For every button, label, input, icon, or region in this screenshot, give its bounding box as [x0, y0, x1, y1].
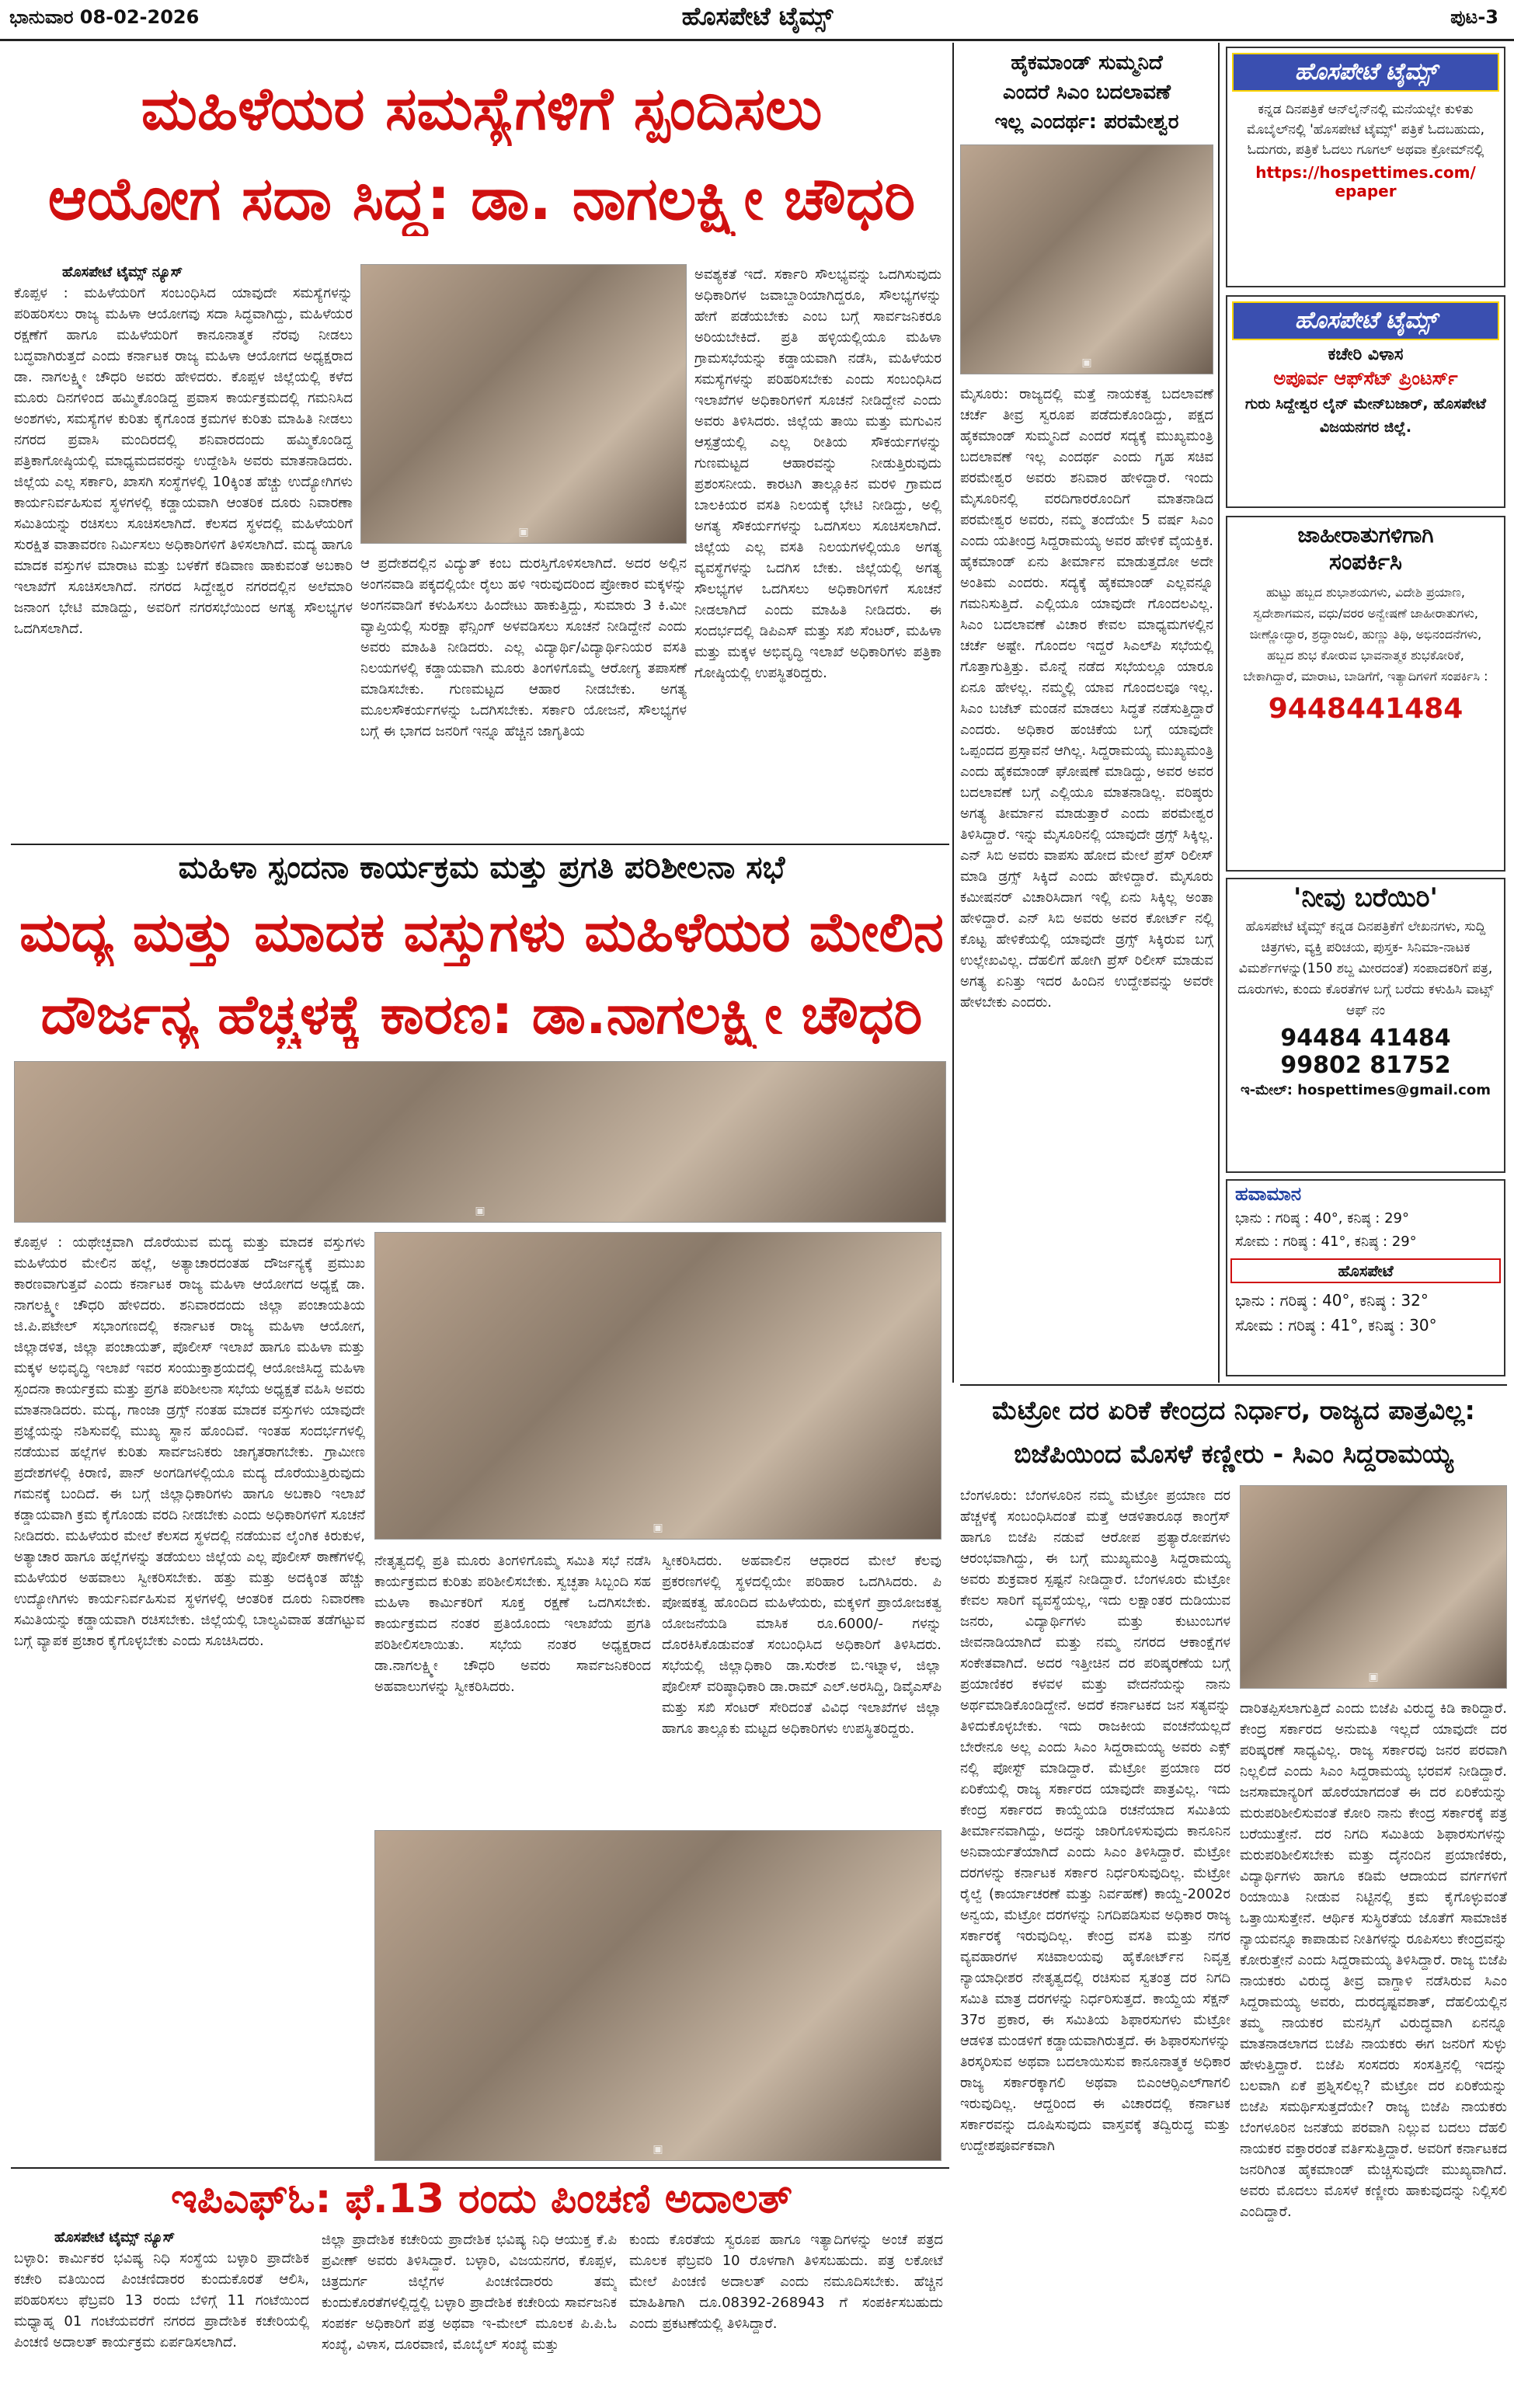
ad3-text: ಹುಟ್ಟು ಹಬ್ಬದ ಶುಭಾಶಯಗಳು, ವಿದೇಶಿ ಪ್ರಯಾಣ, ಸ್ವದೇಶಾಗಮನ, ವಧು/ವರರ ಅನ್ವೇಷಣೆ ಜಾಹೀರಾತುಗಳು, ಜೀಣ್ಣೋದ್ಧಾರ, ಶ್ರದ್ಧಾಂಜಲಿ, ಹುಣ್ಣು ತಿಥಿ, ಅಭಿನಂದನೆಗಳು, ಹಬ್ಬದ ಶುಭ ಕೋರುವ ಭಾವನಾತ್ಮಕ ಶುಭಕೋರಿಕೆ, ಬೇಕಾಗಿದ್ದಾರೆ, ಮಾರಾಟ, ಬಾಡಿಗೆಗೆ, ಇತ್ಯಾದಿಗಳಿಗೆ ಸಂಪರ್ಕಿಸಿ :: [1243, 585, 1488, 684]
story1-dateline: ಹೊಸಪೇಟೆ ಟೈಮ್ಸ್ ನ್ಯೂಸ್: [62, 264, 183, 280]
ad1-text: ಕನ್ನಡ ದಿನಪತ್ರಿಕೆ ಆನ್‍ಲೈನ್‍ನಲ್ಲಿ ಮನೆಯಲ್ಲೇ ಕುಳಿತು ಮೊಬೈಲ್‍ನಲ್ಲಿ 'ಹೊಸಪೇಟೆ ಟೈಮ್ಸ್' ಪತ್ರಿಕೆ ಓದಬಹುದು, ಓದುಗರು, ಪತ್ರಿಕೆ ಓದಲು ಗೂಗಲ್ ಅಥವಾ ಕ್ರೋಮ್‍ನಲ್ಲಿ: [1246, 102, 1485, 158]
sidebar-ad4: [1226, 878, 1505, 1173]
sidebar-weather: [1226, 1179, 1505, 1376]
ad1-banner: ಹೊಸಪೇಟೆ ಟೈಮ್ಸ್: [1232, 53, 1499, 92]
story5-col2: ಜಿಲ್ಲಾ ಪ್ರಾದೇಶಿಕ ಕಚೇರಿಯ ಪ್ರಾದೇಶಿಕ ಭವಿಷ್ಯ ನಿಧಿ ಆಯುಕ್ತ ಕೆ.ಪಿ ಪ್ರವೀಣ್ ಅವರು ತಿಳಿಸಿದ್ದಾರೆ. ಬಳ್ಳಾರಿ, ವಿಜಯನಗರ, ಕೊಪ್ಪಳ, ಚಿತ್ರದುರ್ಗ ಜಿಲ್ಲೆಗಳ ಪಿಂಚಣಿದಾರರು ತಮ್ಮ ಕುಂದುಕೊರತೆಗಳಲ್ಲಿದ್ದಲ್ಲಿ ಬಳ್ಳಾರಿ ಪ್ರಾದೇಶಿಕ ಕಚೇರಿಯ ಸಾರ್ವಜನಿಕ ಸಂಪರ್ಕ ಅಧಿಕಾರಿಗೆ ಪತ್ರ ಅಥವಾ ಇ-ಮೇಲ್ ಮೂಲಕ ಪಿ.ಪಿ.ಓ ಸಂಖ್ಯೆ, ವಿಳಾಸ, ದೂರವಾಣಿ, ಮೊಬೈಲ್ ಸಂಖ್ಯೆ ಮತ್ತು: [322, 2232, 617, 2353]
weather-top-row-2: ಸೋಮ : ಗರಿಷ್ಠ : 41°, ಕನಿಷ್ಠ : 29°: [1235, 1234, 1417, 1250]
masthead: [0, 0, 1514, 37]
story2-photo-2-icon: ▣: [653, 2143, 663, 2156]
weather-title: ಹವಾಮಾನ: [1235, 1183, 1302, 1205]
story2-col1: ಕೊಪ್ಪಳ : ಯಥೇಚ್ಛವಾಗಿ ದೊರೆಯುವ ಮದ್ಯ ಮತ್ತು ಮಾದಕ ವಸ್ತುಗಳು ಮಹಿಳೆಯರ ಮೇಲಿನ ಹಲ್ಲೆ, ಅತ್ಯಾಚಾರದಂತಹ ದೌರ್ಜನ್ಯಕ್ಕೆ ಪ್ರಮುಖ ಕಾರಣವಾಗುತ್ತವೆ ಎಂದು ಕರ್ನಾಟಕ ರಾಜ್ಯ ಮಹಿಳಾ ಆಯೋಗದ ಅಧ್ಯಕ್ಷೆ ಡಾ. ನಾಗಲಕ್ಷ್ಮೀ ಚೌಧರಿ ಹೇಳಿದರು. ಶನಿವಾರದಂದು ಜಿಲ್ಲಾ ಪಂಚಾಯತಿಯ ಜಿ.ಪಿ.ಪಟೇಲ್ ಸಭಾಂಗಣದಲ್ಲಿ ಕರ್ನಾಟಕ ರಾಜ್ಯ ಮಹಿಳಾ ಆಯೋಗ, ಜಿಲ್ಲಾಡಳಿತ, ಜಿಲ್ಲಾ ಪಂಚಾಯತ್, ಪೊಲೀಸ್ ಇಲಾಖೆ ಹಾಗೂ ಮಹಿಳಾ ಮತ್ತು ಮಕ್ಕಳ ಅಭಿವೃದ್ಧಿ ಇಲಾಖೆ ಇವರ ಸಂಯುಕ್ತಾಶ್ರಯದಲ್ಲಿ ಆಯೋಜಿಸಿದ್ದ ಮಹಿಳಾ ಸ್ಪಂದನಾ ಕಾರ್ಯಕ್ರಮ ಮತ್ತು ಪ್ರಗತಿ ಪರಿಶೀಲನಾ ಸಭೆಯ ಅಧ್ಯಕ್ಷತೆ ವಹಿಸಿ ಅವರು ಮಾತನಾಡಿದರು. ಮದ್ಯ, ಗಾಂಜಾ ಡ್ರಗ್ಸ್ ನಂತಹ ಮಾದಕ ವಸ್ತುಗಳು ಯಾವುದೇ ಪ್ರಜ್ಞೆಯನ್ನು ನಶಿಸುವಲ್ಲಿ ಮುಖ್ಯ ಸ್ಥಾನ ಹೊಂದಿವೆ. ಇಂತಹ ಸಂದರ್ಭಗಳಲ್ಲಿ ನಡೆಯುವ ಹಲ್ಲೆಗಳ ಕುರಿತು ಸಾರ್ವಜನಿಕರು ಜಾಗೃತರಾಗಬೇಕು. ಗ್ರಾಮೀಣ ಪ್ರದೇಶಗಳಲ್ಲಿ ಕಿರಾಣಿ, ಪಾನ್ ಅಂಗಡಿಗಳಲ್ಲಿಯೂ ಮದ್ಯ ದೊರೆಯುತ್ತಿರುವುದು ಗಮನಕ್ಕೆ ಬಂದಿದೆ. ಈ ಬಗ್ಗೆ ಜಿಲ್ಲಾಧಿಕಾರಿಗಳು ಹಾಗೂ ಅಬಕಾರಿ ಇಲಾಖೆ ಕಡ್ಡಾಯವಾಗಿ ಕ್ರಮ ಕೈಗೊಂಡು ವರದಿ ನೀಡಬೇಕು ಎಂದು ಅಧಿಕಾರಿಗಳಿಗೆ ಸೂಚನೆ ನೀಡಿದರು. ಮಹಿಳೆಯರ ಮೇಲೆ ಕೆಲಸದ ಸ್ಥಳದಲ್ಲಿ ನಡೆಯುವ ಲೈಂಗಿಕ ಕಿರುಕುಳ, ಅತ್ಯಾಚಾರ ಹಾಗೂ ಹಲ್ಲೆಗಳನ್ನು ತಡೆಯಲು ಜಿಲ್ಲೆಯ ಎಲ್ಲ ಪೊಲೀಸ್ ಠಾಣೆಗಳಲ್ಲಿ ಮಹಿಳೆಯರ ಅಹವಾಲು ಸ್ವೀಕರಿಸಬೇಕು. ಹತ್ತು ಮತ್ತು ಅದಕ್ಕಿಂತ ಹೆಚ್ಚು ಉದ್ಯೋಗಿಗಳು ಕಾರ್ಯನಿರ್ವಹಿಸುವ ಸ್ಥಳಗಳಲ್ಲಿ ಆಂತರಿಕ ದೂರು ನಿವಾರಣಾ ಸಮಿತಿಯನ್ನು ಕಡ್ಡಾಯವಾಗಿ ರಚಿಸಬೇಕು. ಜಿಲ್ಲೆಯಲ್ಲಿ ಬಾಲ್ಯವಿವಾಹ ತಡೆಗಟ್ಟುವ ಬಗ್ಗೆ ವ್ಯಾಪಕ ಪ್ರಚಾರ ಕೈಗೊಳ್ಳಬೇಕು ಎಂದು ಸೂಚಿಸಿದರು.: [14, 1234, 365, 1649]
story3-photo: [960, 144, 1213, 374]
ad3-title: ಜಾಹೀರಾತುಗಳಿಗಾಗಿ: [1297, 522, 1434, 548]
story2-photo-2: [374, 1830, 941, 2161]
story3-headline-3: ಇಲ್ಲ ಎಂದರ್ಥ: ಪರಮೇಶ್ವರ: [994, 110, 1179, 134]
story4-headline-2: ಬಿಜೆಪಿಯಿಂದ ಮೊಸಳೆ ಕಣ್ಣೀರು - ಸಿಎಂ ಸಿದ್ದರಾಮಯ್ಯ: [1014, 1439, 1453, 1469]
story2-photo-wide: [14, 1061, 946, 1223]
ad2-printer: ಅಪೂರ್ವ ಆಫ್‍ಸೆಟ್ ಪ್ರಿಂಟರ್ಸ್: [1273, 367, 1458, 389]
ad1-epaper[interactable]: epaper: [1335, 182, 1397, 200]
masthead-rule: [0, 39, 1514, 41]
story4-photo-icon: ▣: [1368, 1671, 1379, 1683]
story3-body: ಮೈಸೂರು: ರಾಜ್ಯದಲ್ಲಿ ಮತ್ತೆ ನಾಯಕತ್ವ ಬದಲಾವಣೆ ಚರ್ಚೆ ತೀವ್ರ ಸ್ವರೂಪ ಪಡೆದುಕೊಂಡಿದ್ದು, ಪಕ್ಷದ ಹೈಕಮಾಂಡ್ ಸುಮ್ಮನಿದೆ ಎಂದರೆ ಸದ್ಯಕ್ಕೆ ಮುಖ್ಯಮಂತ್ರಿ ಬದಲಾವಣೆ ಇಲ್ಲ ಎಂದರ್ಥ ಎಂದು ಗೃಹ ಸಚಿವ ಪರಮೇಶ್ವರ ಅವರು ಶನಿವಾರ ಹೇಳಿದ್ದಾರೆ. ಇಂದು ಮೈಸೂರಿನಲ್ಲಿ ವರದಿಗಾರರೊಂದಿಗೆ ಮಾತನಾಡಿದ ಪರಮೇಶ್ವರ ಅವರು, ನಮ್ಮ ತಂದೆಯೇ 5 ವರ್ಷ ಸಿಎಂ ಎಂದು ಯತೀಂದ್ರ ಸಿದ್ದರಾಮಯ್ಯ ಅವರ ಹೇಳಿಕೆ ವೈಯಕ್ತಿಕ. ಹೈಕಮಾಂಡ್ ಏನು ತೀರ್ಮಾನ ಮಾಡುತ್ತದೋ ಅದೇ ಅಂತಿಮ ಎಂದರು. ಸದ್ಯಕ್ಕೆ ಹೈಕಮಾಂಡ್ ಎಲ್ಲವನ್ನೂ ಗಮನಿಸುತ್ತಿದೆ. ಎಲ್ಲಿಯೂ ಯಾವುದೇ ಗೊಂದಲವಿಲ್ಲ. ಸಿಎಂ ಬದಲಾವಣೆ ವಿಚಾರ ಕೇವಲ ಮಾಧ್ಯಮಗಳಲ್ಲಿನ ಚರ್ಚೆ ಅಷ್ಟೇ. ಗೊಂದಲ ಇದ್ದರೆ ಸಿಎಲ್‍ಪಿ ಸಭೆಯಲ್ಲಿ ಗೊತ್ತಾಗುತ್ತಿತ್ತು. ಮೊನ್ನೆ ನಡೆದ ಸಭೆಯಲ್ಲೂ ಯಾರೂ ಏನೂ ಹೇಳಲ್ಲ. ನಮ್ಮಲ್ಲಿ ಯಾವ ಗೊಂದಲವೂ ಇಲ್ಲ. ಸಿಎಂ ಬಜೆಟ್ ಮಂಡನೆ ಮಾಡಲು ಸಿದ್ಧತೆ ನಡೆಸುತ್ತಿದ್ದಾರೆ ಎಂದರು. ಅಧಿಕಾರ ಹಂಚಿಕೆಯ ಬಗ್ಗೆ ಯಾವುದೇ ಒಪ್ಪಂದದ ಪ್ರಸ್ತಾವನೆ ಆಗಿಲ್ಲ. ಸಿದ್ದರಾಮಯ್ಯ ಮುಖ್ಯಮಂತ್ರಿ ಎಂದು ಹೈಕಮಾಂಡ್ ಘೋಷಣೆ ಮಾಡಿದ್ದು, ಅವರ ಅವರ ಬದಲಾವಣೆ ಬಗ್ಗೆ ಎಲ್ಲಿಯೂ ಮಾತನಾಡಿಲ್ಲ. ವರಿಷ್ಠರು ಅಗತ್ಯ ತೀರ್ಮಾನ ಮಾಡುತ್ತಾರೆ ಎಂದು ಪರಮೇಶ್ವರ ತಿಳಿಸಿದ್ದಾರೆ. ಇನ್ನು ಮೈಸೂರಿನಲ್ಲಿ ಯಾವುದೇ ಡ್ರಗ್ಸ್ ಸಿಕ್ಕಿಲ್ಲ. ಎನ್ ಸಿಬಿ ಅವರು ವಾಪಸು ಹೋದ ಮೇಲೆ ಪ್ರೆಸ್ ರಿಲೀಸ್ ಮಾಡಿ ಡ್ರಗ್ಸ್ ಸಿಕ್ಕಿದೆ ಎಂದು ಹೇಳಿದ್ದಾರೆ. ಮೈಸೂರು ಕಮೀಷನರ್ ವಿಚಾರಿಸಿದಾಗ ಇಲ್ಲಿ ಏನು ಸಿಕ್ಕಿಲ್ಲ ಅಂತಾ ಹೇಳಿದ್ದಾರೆ. ಎನ್ ಸಿಬಿ ಅವರು ಅವರ ಕೋರ್ಟ್ ನಲ್ಲಿ ಕೊಟ್ಟ ಹೇಳಿಕೆಯಲ್ಲಿ ಯಾವುದೇ ಡ್ರಗ್ಸ್ ಸಿಕ್ಕಿರುವ ಬಗ್ಗೆ ಉಲ್ಲೇಖವಿಲ್ಲ. ದೆಹಲಿಗೆ ಹೋಗಿ ಪ್ರೆಸ್ ರಿಲೀಸ್ ಮಾಡುವ ಅಗತ್ಯ ಏನಿತ್ತು ಇದರ ಹಿಂದಿನ ಉದ್ದೇಶವನ್ನು ಅವರೇ ಹೇಳಬೇಕು ಎಂದರು.: [960, 386, 1213, 1011]
story4-col2: ದಾರಿತಪ್ಪಿಸಲಾಗುತ್ತಿದೆ ಎಂದು ಬಿಜೆಪಿ ವಿರುದ್ಧ ಕಿಡಿ ಕಾರಿದ್ದಾರೆ. ಕೇಂದ್ರ ಸರ್ಕಾರದ ಅನುಮತಿ ಇಲ್ಲದೆ ಯಾವುದೇ ದರ ಪರಿಷ್ಕರಣೆ ಸಾಧ್ಯವಿಲ್ಲ. ರಾಜ್ಯ ಸರ್ಕಾರವು ಜನರ ಪರವಾಗಿ ನಿಲ್ಲಲಿದೆ ಎಂದು ಸಿಎಂ ಸಿದ್ದರಾಮಯ್ಯ ಭರವಸೆ ನೀಡಿದ್ದಾರೆ. ಜನಸಾಮಾನ್ಯರಿಗೆ ಹೊರೆಯಾಗದಂತೆ ಈ ದರ ಏರಿಕೆಯನ್ನು ಮರುಪರಿಶೀಲಿಸುವಂತೆ ಕೋರಿ ನಾನು ಕೇಂದ್ರ ಸರ್ಕಾರಕ್ಕೆ ಪತ್ರ ಬರೆಯುತ್ತೇನೆ. ದರ ನಿಗದಿ ಸಮಿತಿಯ ಶಿಫಾರಸುಗಳನ್ನು ಮರುಪರಿಶೀಲಿಸಬೇಕು ಮತ್ತು ದೈನಂದಿನ ಪ್ರಯಾಣಿಕರು, ವಿದ್ಯಾರ್ಥಿಗಳು ಹಾಗೂ ಕಡಿಮೆ ಆದಾಯದ ವರ್ಗಗಳಿಗೆ ರಿಯಾಯಿತಿ ನೀಡುವ ನಿಟ್ಟಿನಲ್ಲಿ ಕ್ರಮ ಕೈಗೊಳ್ಳುವಂತೆ ಒತ್ತಾಯಿಸುತ್ತೇನೆ. ಆರ್ಥಿಕ ಸುಸ್ಥಿರತೆಯ ಜೊತೆಗೆ ಸಾಮಾಜಿಕ ನ್ಯಾಯವನ್ನೂ ಕಾಪಾಡುವ ನೀತಿಗಳನ್ನು ರೂಪಿಸಲು ಕೇಂದ್ರವನ್ನು ಕೋರುತ್ತೇನೆ ಎಂದು ಸಿದ್ದರಾಮಯ್ಯ ತಿಳಿಸಿದ್ದಾರೆ. ರಾಜ್ಯ ಬಿಜೆಪಿ ನಾಯಕರು ವಿರುದ್ಧ ತೀವ್ರ ವಾಗ್ದಾಳಿ ನಡೆಸಿರುವ ಸಿಎಂ ಸಿದ್ದರಾಮಯ್ಯ ಅವರು, ದುರದೃಷ್ಟವಶಾತ್, ದೆಹಲಿಯಲ್ಲಿನ ತಮ್ಮ ನಾಯಕರ ಮನಸ್ಸಿಗೆ ವಿರುದ್ಧವಾಗಿ ಏನನ್ನೂ ಮಾತನಾಡಲಾಗದ ಬಿಜೆಪಿ ನಾಯಕರು ಈಗ ಜನರಿಗೆ ಸುಳ್ಳು ಹೇಳುತ್ತಿದ್ದಾರೆ. ಬಿಜೆಪಿ ಸಂಸದರು ಸಂಸತ್ತಿನಲ್ಲಿ ಇದನ್ನು ಬಲವಾಗಿ ಏಕೆ ಪ್ರಶ್ನಿಸಲಿಲ್ಲ? ಮೆಟ್ರೋ ದರ ಏರಿಕೆಯನ್ನು ಬಿಜೆಪಿ ಸಮರ್ಥಿಸುತ್ತದೆಯೇ? ರಾಜ್ಯ ಬಿಜೆಪಿ ನಾಯಕರು ಬೆಂಗಳೂರಿನ ಜನತೆಯ ಪರವಾಗಿ ನಿಲ್ಲುವ ಬದಲು ದೆಹಲಿ ನಾಯಕರ ವಕ್ತಾರರಂತೆ ವರ್ತಿಸುತ್ತಿದ್ದಾರೆ. ಅವರಿಗೆ ಕರ್ನಾಟಕದ ಜನರಿಗಿಂತ ಹೈಕಮಾಂಡ್ ಮೆಚ್ಚಿಸುವುದೇ ಮುಖ್ಯವಾಗಿದೆ. ಅವರು ಮೊದಲು ಮೊಸಳೆ ಕಣ್ಣೀರು ಹಾಕುವುದನ್ನು ನಿಲ್ಲಿಸಲಿ ಎಂದಿದ್ದಾರೆ.: [1240, 1700, 1507, 2220]
story5-col1: ಬಳ್ಳಾರಿ: ಕಾರ್ಮಿಕರ ಭವಿಷ್ಯ ನಿಧಿ ಸಂಸ್ಥೆಯ ಬಳ್ಳಾರಿ ಪ್ರಾದೇಶಿಕ ಕಚೇರಿ ವತಿಯಿಂದ ಪಿಂಚಣಿದಾರರ ಕುಂದುಕೊರತೆ ಆಲಿಸಿ, ಪರಿಹರಿಸಲು ಫೆಬ್ರವರಿ 13 ರಂದು ಬೆಳಿಗ್ಗೆ 11 ಗಂಟೆಯಿಂದ ಮಧ್ಯಾಹ್ನ 01 ಗಂಟೆಯವರೆಗೆ ನಗರದ ಪ್ರಾದೇಶಿಕ ಕಚೇರಿಯಲ್ಲಿ ಪಿಂಚಣಿ ಅದಾಲತ್ ಕಾರ್ಯಕ್ರಮ ಏರ್ಪಡಿಸಲಾಗಿದೆ.: [14, 2250, 309, 2351]
story4-photo: [1240, 1485, 1507, 1689]
story2-rule: [11, 2167, 949, 2169]
masthead-date: ಭಾನುವಾರ 08-02-2026: [9, 6, 200, 28]
story2-photo-wide-icon: ▣: [475, 1205, 486, 1217]
story3-headline-1: ಹೈಕಮಾಂಡ್ ಸುಮ್ಮನಿದೆ: [1011, 51, 1163, 75]
weather-bottom-row-2: ಸೋಮ : ಗರಿಷ್ಠ : 41°, ಕನಿಷ್ಠ : 30°: [1235, 1316, 1437, 1334]
weather-city: ಹೊಸಪೇಟೆ: [1230, 1258, 1501, 1283]
story5-col3: ಕುಂದು ಕೊರತೆಯ ಸ್ವರೂಪ ಹಾಗೂ ಇತ್ಯಾದಿಗಳನ್ನು ಅಂಚೆ ಪತ್ರದ ಮೂಲಕ ಫೆಬ್ರವರಿ 10 ರೊಳಗಾಗಿ ತಿಳಿಸಬಹುದು. ಪತ್ರ ಲಕೋಟೆ ಮೇಲೆ ಪಿಂಚಣಿ ಅದಾಲತ್ ಎಂದು ನಮೂದಿಸಬೇಕು. ಹೆಚ್ಚಿನ ಮಾಹಿತಿಗಾಗಿ ದೂ.08392-268943 ಗೆ ಸಂಪರ್ಕಿಸಬಹುದು ಎಂದು ಪ್ರಕಟಣೆಯಲ್ಲಿ ತಿಳಿಸಿದ್ದಾರೆ.: [629, 2232, 943, 2332]
ad3-phone[interactable]: 9448441484: [1268, 693, 1464, 725]
ad2-banner: ಹೊಸಪೇಟೆ ಟೈಮ್ಸ್: [1232, 301, 1499, 340]
masthead-title: ಹೊಸಪೇಟೆ ಟೈಮ್ಸ್: [681, 2, 834, 31]
ad4-phone2[interactable]: 99802 81752: [1280, 1052, 1451, 1079]
story1-headline-1: ಮಹಿಳೆಯರ ಸಮಸ್ಯೆಗಳಿಗೆ ಸ್ಪಂದಿಸಲು: [141, 74, 823, 143]
story3-photo-icon: ▣: [1081, 357, 1092, 369]
story4-rule: [960, 1384, 1507, 1386]
sidebar-ad3: [1226, 516, 1505, 872]
story1-col1: ಕೊಪ್ಪಳ : ಮಹಿಳೆಯರಿಗೆ ಸಂಬಂಧಿಸಿದ ಯಾವುದೇ ಸಮಸ್ಯೆಗಳನ್ನು ಪರಿಹರಿಸಲು ರಾಜ್ಯ ಮಹಿಳಾ ಆಯೋಗವು ಸದಾ ಸಿದ್ಧವಾಗಿದ್ದು, ಮಹಿಳೆಯರ ರಕ್ಷಣೆಗೆ ಹಾಗೂ ಮಹಿಳೆಯರಿಗೆ ಕಾನೂನಾತ್ಮಕ ನೆರವು ನೀಡಲು ಬದ್ಧವಾಗಿರುತ್ತದೆ ಎಂದು ಕರ್ನಾಟಕ ರಾಜ್ಯ ಮಹಿಳಾ ಆಯೋಗದ ಅಧ್ಯಕ್ಷರಾದ ಡಾ. ನಾಗಲಕ್ಷ್ಮೀ ಚೌಧರಿ ಅವರು ಹೇಳಿದರು. ಕೊಪ್ಪಳ ಜಿಲ್ಲೆಯಲ್ಲಿ ಕಳೆದ ಮೂರು ದಿನಗಳಿಂದ ಹಮ್ಮಿಕೊಂಡಿದ್ದ ಪ್ರವಾಸ ಕಾರ್ಯಕ್ರಮದಲ್ಲಿ ಗಮನಿಸಿದ ಅಂಶಗಳು, ಸಮಸ್ಯೆಗಳ ಕುರಿತು ಕೈಗೊಂಡ ಕ್ರಮಗಳ ಕುರಿತು ಮಾಹಿತಿ ನೀಡಲು ನಗರದ ಪ್ರವಾಸಿ ಮಂದಿರದಲ್ಲಿ ಶನಿವಾರದಂದು ಹಮ್ಮಿಕೊಂಡಿದ್ದ ಪತ್ರಿಕಾಗೋಷ್ಠಿಯಲ್ಲಿ ಮಾಧ್ಯಮದವರನ್ನು ಉದ್ದೇಶಿಸಿ ಅವರು ಮಾತನಾಡಿದರು. ಜಿಲ್ಲೆಯ ಎಲ್ಲ ಸರ್ಕಾರಿ, ಖಾಸಗಿ ಸಂಸ್ಥೆಗಳಲ್ಲಿ 10ಕ್ಕಿಂತ ಹೆಚ್ಚು ಉದ್ಯೋಗಿಗಳು ಕಾರ್ಯನಿರ್ವಹಿಸುವ ಸ್ಥಳಗಳಲ್ಲಿ ಕಡ್ಡಾಯವಾಗಿ ಆಂತರಿಕ ದೂರು ನಿವಾರಣಾ ಸಮಿತಿಯನ್ನು ರಚಿಸಲು ಸೂಚಿಸಲಾಗಿದೆ. ಕೆಲಸದ ಸ್ಥಳದಲ್ಲಿ ಮಹಿಳೆಯರಿಗೆ ಸುರಕ್ಷಿತ ವಾತಾವರಣ ನಿರ್ಮಿಸಲು ಅಧಿಕಾರಿಗಳಿಗೆ ತಿಳಿಸಲಾಗಿದೆ. ಮದ್ಯ ಹಾಗೂ ಮಾದಕ ವಸ್ತುಗಳ ಮಾರಾಟ ಮತ್ತು ಬಳಕೆಗೆ ಕಡಿವಾಣ ಹಾಕುವಂತೆ ಅಬಕಾರಿ ಇಲಾಖೆಗೆ ಸೂಚಿಸಲಾಗಿದೆ. ನಗರದ ಸಿದ್ದೇಶ್ವರ ನಗರದಲ್ಲಿನ ಅಲೆಮಾರಿ ಜನಾಂಗ ಭೇಟಿ ಮಾಡಿದ್ದು, ಅವರಿಗೆ ನಗರಸಭೆಯಿಂದ ಅಗತ್ಯ ಸೌಲಭ್ಯಗಳ ಒದಗಿಸಲಾಗಿದೆ.: [14, 285, 353, 637]
story4-col1: ಬೆಂಗಳೂರು: ಬೆಂಗಳೂರಿನ ನಮ್ಮ ಮೆಟ್ರೋ ಪ್ರಯಾಣ ದರ ಹೆಚ್ಚಳಕ್ಕೆ ಸಂಬಂಧಿಸಿದಂತೆ ಮತ್ತೆ ಆಡಳಿತಾರೂಢ ಕಾಂಗ್ರೆಸ್ ಹಾಗೂ ಬಿಜೆಪಿ ನಡುವೆ ಆರೋಪ ಪ್ರತ್ಯಾರೋಪಗಳು ಆರಂಭವಾಗಿದ್ದು, ಈ ಬಗ್ಗೆ ಮುಖ್ಯಮಂತ್ರಿ ಸಿದ್ದರಾಮಯ್ಯ ಅವರು ಶುಕ್ರವಾರ ಸ್ಪಷ್ಟನೆ ನೀಡಿದ್ದಾರೆ. ಬೆಂಗಳೂರು ಮೆಟ್ರೋ ಕೇವಲ ಸಾರಿಗೆ ವ್ಯವಸ್ಥೆಯಲ್ಲ, ಇದು ಲಕ್ಷಾಂತರ ದುಡಿಯುವ ಜನರು, ವಿದ್ಯಾರ್ಥಿಗಳು ಮತ್ತು ಕುಟುಂಬಗಳ ಜೀವನಾಡಿಯಾಗಿದೆ ಮತ್ತು ನಮ್ಮ ನಗರದ ಆಕಾಂಕ್ಷೆಗಳ ಸಂಕೇತವಾಗಿದೆ. ಅದರ ಇತ್ತೀಚಿನ ದರ ಪರಿಷ್ಕರಣೆಯ ಬಗ್ಗೆ ಪ್ರಯಾಣಿಕರ ಕಳವಳ ಮತ್ತು ವೇದನೆಯನ್ನು ನಾನು ಅರ್ಥಮಾಡಿಕೊಂಡಿದ್ದೇನೆ. ಅದರೆ ಕರ್ನಾಟಕದ ಜನ ಸತ್ಯವನ್ನು ತಿಳಿದುಕೊಳ್ಳಬೇಕು. ಇದು ರಾಜಕೀಯ ವಂಚನೆಯಲ್ಲದೆ ಬೇರೇನೂ ಅಲ್ಲ ಎಂದು ಸಿಎಂ ಸಿದ್ದರಾಮಯ್ಯ ಅವರು ಎಕ್ಸ್ ನಲ್ಲಿ ಪೋಸ್ಟ್ ಮಾಡಿದ್ದಾರೆ. ಮೆಟ್ರೋ ಪ್ರಯಾಣ ದರ ಏರಿಕೆಯಲ್ಲಿ ರಾಜ್ಯ ಸರ್ಕಾರದ ಯಾವುದೇ ಪಾತ್ರವಿಲ್ಲ. ಇದು ಕೇಂದ್ರ ಸರ್ಕಾರದ ಕಾಯ್ದೆಯಡಿ ರಚನೆಯಾದ ಸಮಿತಿಯ ತೀರ್ಮಾನವಾಗಿದ್ದು, ಅದನ್ನು ಜಾರಿಗೊಳಿಸುವುದು ಕಾನೂನಿನ ಅನಿವಾರ್ಯತೆಯಾಗಿದೆ ಎಂದು ಸಿಎಂ ತಿಳಿಸಿದ್ದಾರೆ. ಮೆಟ್ರೋ ದರಗಳನ್ನು ಕರ್ನಾಟಕ ಸರ್ಕಾರ ನಿರ್ಧರಿಸುವುದಿಲ್ಲ. ಮೆಟ್ರೋ ರೈಲ್ವೆ (ಕಾರ್ಯಾಚರಣೆ ಮತ್ತು ನಿರ್ವಹಣೆ) ಕಾಯ್ದೆ-2002ರ ಅನ್ವಯ, ಮೆಟ್ರೋ ದರಗಳನ್ನು ನಿಗದಿಪಡಿಸುವ ಅಧಿಕಾರ ರಾಜ್ಯ ಸರ್ಕಾರಕ್ಕೆ ಇರುವುದಿಲ್ಲ. ಕೇಂದ್ರ ವಸತಿ ಮತ್ತು ನಗರ ವ್ಯವಹಾರಗಳ ಸಚಿವಾಲಯವು ಹೈಕೋರ್ಟ್‍ನ ನಿವೃತ್ತ ನ್ಯಾಯಾಧೀಶರ ನೇತೃತ್ವದಲ್ಲಿ ರಚಿಸುವ ಸ್ವತಂತ್ರ ದರ ನಿಗದಿ ಸಮಿತಿ ಮಾತ್ರ ದರಗಳನ್ನು ನಿರ್ಧರಿಸುತ್ತದೆ. ಕಾಯ್ದೆಯ ಸೆಕ್ಷನ್ 37ರ ಪ್ರಕಾರ, ಈ ಸಮಿತಿಯ ಶಿಫಾರಸುಗಳು ಮೆಟ್ರೋ ಆಡಳಿತ ಮಂಡಳಿಗೆ ಕಡ್ಡಾಯವಾಗಿರುತ್ತದೆ. ಈ ಶಿಫಾರಸುಗಳನ್ನು ತಿರಸ್ಕರಿಸುವ ಅಥವಾ ಬದಲಾಯಿಸುವ ಕಾನೂನಾತ್ಮಕ ಅಧಿಕಾರ ರಾಜ್ಯ ಸರ್ಕಾರಕ್ಕಾಗಲಿ ಅಥವಾ ಬಿಎಂಆರ್‍ಸಿಎಲ್‍ಗಾಗಲಿ ಇರುವುದಿಲ್ಲ. ಆದ್ದರಿಂದ ಈ ವಿಚಾರದಲ್ಲಿ ಕರ್ನಾಟಕ ಸರ್ಕಾರವನ್ನು ದೂಷಿಸುವುದು ವಾಸ್ತವಕ್ಕೆ ತದ್ವಿರುದ್ಧ ಮತ್ತು ಉದ್ದೇಶಪೂರ್ವಕವಾಗಿ: [960, 1488, 1230, 2154]
ad1-url[interactable]: https://hospettimes.com/: [1255, 163, 1476, 182]
masthead-page: ಪುಟ-3: [1450, 6, 1498, 28]
story1-col2-bottom: ಆ ಪ್ರದೇಶದಲ್ಲಿನ ವಿದ್ಯುತ್ ಕಂಬ ದುರಸ್ತಿಗೊಳಿಸಲಾಗಿದೆ. ಅದರ ಅಲ್ಲಿನ ಅಂಗನವಾಡಿ ಪಕ್ಕದಲ್ಲಿಯೇ ರೈಲು ಹಳಿ ಇರುವುದರಿಂದ ಪ್ರೋಕಾರ ಮಕ್ಕಳನ್ನು ಅಂಗನವಾಡಿಗೆ ಕಳುಹಿಸಲು ಹಿಂದೇಟು ಹಾಕುತ್ತಿದ್ದು, ಸುಮಾರು 3 ಕಿ.ಮೀ ವ್ಯಾಪ್ತಿಯಲ್ಲಿ ಸುರಕ್ಷಾ ಫೆನ್ಸಿಂಗ್ ಅಳವಡಿಸಲು ಸೂಚನೆ ನೀಡಿದ್ದೇನೆ ಎಂದು ಅವರು ಮಾಹಿತಿ ನೀಡಿದರು. ಎಲ್ಲ ವಿದ್ಯಾರ್ಥಿ/ವಿದ್ಯಾರ್ಥಿನಿಯರ ವಸತಿ ನಿಲಯಗಳಲ್ಲಿ ಕಡ್ಡಾಯವಾಗಿ ಮೂರು ತಿಂಗಳಿಗೊಮ್ಮೆ ಆರೋಗ್ಯ ತಪಾಸಣೆ ಮಾಡಿಸಬೇಕು. ಗುಣಮಟ್ಟದ ಆಹಾರ ನೀಡಬೇಕು. ಅಗತ್ಯ ಮೂಲಸೌಕರ್ಯಗಳನ್ನು ಒದಗಿಸಬೇಕು. ಸರ್ಕಾರಿ ಯೋಜನೆ, ಸೌಲಭ್ಯಗಳ ಬಗ್ಗೆ ಈ ಭಾಗದ ಜನರಿಗೆ ಇನ್ನೂ ಹೆಚ್ಚಿನ ಜಾಗೃತಿಯ: [360, 555, 687, 739]
sidebar-ad2: [1226, 295, 1505, 508]
column-rule-right: [952, 43, 954, 1383]
story2-col2: ನೇತೃತ್ವದಲ್ಲಿ ಪ್ರತಿ ಮೂರು ತಿಂಗಳಿಗೊಮ್ಮೆ ಸಮಿತಿ ಸಭೆ ನಡೆಸಿ ಕಾರ್ಯಕ್ರಮದ ಕುರಿತು ಪರಿಶೀಲಿಸಬೇಕು. ಸ್ವಚ್ಛತಾ ಸಿಬ್ಬಂದಿ ಸಹ ಮಹಿಳಾ ಕಾರ್ಮಿಕರಿಗೆ ಸೂಕ್ತ ರಕ್ಷಣೆ ಒದಗಿಸಬೇಕು. ಕಾರ್ಯಕ್ರಮದ ನಂತರ ಪ್ರತಿಯೊಂದು ಇಲಾಖೆಯ ಪ್ರಗತಿ ಪರಿಶೀಲಿಸಲಾಯಿತು. ಸಭೆಯ ನಂತರ ಅಧ್ಯಕ್ಷರಾದ ಡಾ.ನಾಗಲಕ್ಷ್ಮೀ ಚೌಧರಿ ಅವರು ಸಾರ್ವಜನಿಕರಿಂದ ಅಹವಾಲುಗಳನ್ನು ಸ್ವೀಕರಿಸಿದರು.: [374, 1553, 651, 1695]
story1-headline-2: ಆಯೋಗ ಸದಾ ಸಿದ್ಧ: ಡಾ. ನಾಗಲಕ್ಷ್ಮೀ ಚೌಧರಿ: [47, 164, 916, 233]
story2-photo-1-icon: ▣: [653, 1522, 663, 1534]
ad2-address: ಗುರು ಸಿದ್ದೇಶ್ವರ ಲೈನ್ ಮೇನ್‍ಬಜಾರ್, ಹೊಸಪೇಟೆ ವಿಜಯನಗರ ಜಿಲ್ಲೆ.: [1244, 395, 1486, 436]
story2-col3: ಸ್ವೀಕರಿಸಿದರು. ಅಹವಾಲಿನ ಆಧಾರದ ಮೇಲೆ ಕೆಲವು ಪ್ರಕರಣಗಳಲ್ಲಿ ಸ್ಥಳದಲ್ಲಿಯೇ ಪರಿಹಾರ ಒದಗಿಸಿದರು. ಪಿ ಪೋಷಕತ್ವ ಹೊಂದಿದ ಮಹಿಳೆಯರು, ಮಕ್ಕಳಿಗೆ ಪ್ರಾಯೋಜಕತ್ವ ಯೋಜನೆಯಡಿ ಮಾಸಿಕ ರೂ.6000/- ಗಳನ್ನು ದೊರಕಿಸಿಕೊಡುವಂತೆ ಸಂಬಂಧಿಸಿದ ಅಧಿಕಾರಿಗೆ ತಿಳಿಸಿದರು. ಸಭೆಯಲ್ಲಿ ಜಿಲ್ಲಾಧಿಕಾರಿ ಡಾ.ಸುರೇಶ ಬಿ.ಇಟ್ನಾಳ, ಜಿಲ್ಲಾ ಪೊಲೀಸ್ ವರಿಷ್ಠಾಧಿಕಾರಿ ಡಾ.ರಾಮ್ ಎಲ್.ಅರಸಿದ್ದಿ, ಡಿವೈಎಸ್‍ಪಿ ಮತ್ತು ಸಖಿ ಸೆಂಟರ್ ಸೇರಿದಂತೆ ವಿವಿಧ ಇಲಾಖೆಗಳ ಜಿಲ್ಲಾ ಹಾಗೂ ತಾಲ್ಲೂಕು ಮಟ್ಟದ ಅಧಿಕಾರಿಗಳು ಉಪಸ್ಥಿತರಿದ್ದರು.: [662, 1553, 941, 1737]
story2-headline-2: ದೌರ್ಜನ್ಯ ಹೆಚ್ಚಳಕ್ಕೆ ಕಾರಣ: ಡಾ.ನಾಗಲಕ್ಷ್ಮೀ ಚೌಧರಿ: [40, 983, 923, 1046]
story1-photo: [360, 264, 687, 544]
ad4-email[interactable]: ಇ-ಮೇಲ್: hospettimes@gmail.com: [1241, 1082, 1491, 1098]
ad2-office: ಕಚೇರಿ ವಿಳಾಸ: [1328, 345, 1404, 364]
weather-top-row-1: ಭಾನು : ಗರಿಷ್ಠ : 40°, ಕನಿಷ್ಠ : 29°: [1235, 1210, 1409, 1227]
story2-photo-1: [374, 1232, 941, 1540]
story1-col2-top: ಅವಶ್ಯಕತೆ ಇದೆ. ಸರ್ಕಾರಿ ಸೌಲಭ್ಯವನ್ನು ಒದಗಿಸುವುದು ಅಧಿಕಾರಿಗಳ ಜವಾಬ್ದಾರಿಯಾಗಿದ್ದರೂ, ಸೌಲಭ್ಯಗಳನ್ನು ಹೇಗೆ ಪಡೆಯಬೇಕು ಎಂಬ ಬಗ್ಗೆ ಸಾರ್ವಜನಿಕರೂ ಅರಿಯಬೇಕಿದೆ. ಪ್ರತಿ ಹಳ್ಳಿಯಲ್ಲಿಯೂ ಮಹಿಳಾ ಗ್ರಾಮಸಭೆಯನ್ನು ಕಡ್ಡಾಯವಾಗಿ ನಡೆಸಿ, ಮಹಿಳೆಯರ ಸಮಸ್ಯೆಗಳನ್ನು ಪರಿಹರಿಸಬೇಕು ಎಂದು ಸಂಬಂಧಿಸಿದ ಇಲಾಖೆಗಳ ಅಧಿಕಾರಿಗಳಿಗೆ ಸೂಚನೆ ನೀಡಿದ್ದೇನೆ ಎಂದು ಅವರು ತಿಳಿಸಿದರು. ಜಿಲ್ಲೆಯ ತಾಯಿ ಮತ್ತು ಮಗುವಿನ ಆಸ್ಪತ್ರೆಯಲ್ಲಿ ಎಲ್ಲ ರೀತಿಯ ಸೌಕರ್ಯಗಳನ್ನು ಗುಣಮಟ್ಟದ ಆಹಾರವನ್ನು ನೀಡುತ್ತಿರುವುದು ಪ್ರಶಂಸನೀಯ. ಕಾರಟಗಿ ತಾಲ್ಲೂಕಿನ ಮರಳಿ ಗ್ರಾಮದ ಬಾಲಕಿಯರ ವಸತಿ ನಿಲಯಕ್ಕೆ ಭೇಟಿ ನೀಡಿದ್ದು, ಅಲ್ಲಿ ಅಗತ್ಯ ಸೌಕರ್ಯಗಳನ್ನು ಒದಗಿಸಲು ಸೂಚಿಸಲಾಗಿದೆ. ಜಿಲ್ಲೆಯ ಎಲ್ಲ ವಸತಿ ನಿಲಯಗಳಲ್ಲಿಯೂ ಅಗತ್ಯ ವ್ಯವಸ್ಥೆಗಳನ್ನು ಒದಗಿಸ ಬೇಕು. ಜಿಲ್ಲೆಯಲ್ಲಿ ಅಗತ್ಯ ಸೌಲಭ್ಯಗಳ ಒದಗಿಸಲು ಅಧಿಕಾರಿಗಳಿಗೆ ಸೂಚನೆ ನೀಡಲಾಗಿದೆ ಎಂದು ಮಾಹಿತಿ ನೀಡಿದರು. ಈ ಸಂದರ್ಭದಲ್ಲಿ ಡಿಪಿಎಸ್ ಮತ್ತು ಸಖಿ ಸೆಂಟರ್, ಮಹಿಳಾ ಮತ್ತು ಮಕ್ಕಳ ಅಭಿವೃದ್ಧಿ ಇಲಾಖೆ ಅಧಿಕಾರಿಗಳು ಪತ್ರಿಕಾ ಗೋಷ್ಠಿಯಲ್ಲಿ ಉಪಸ್ಥಿತರಿದ್ದರು.: [694, 266, 941, 681]
story5-dateline: ಹೊಸಪೇಟೆ ಟೈಮ್ಸ್ ನ್ಯೂಸ್: [54, 2229, 176, 2246]
story2-kicker: ಮಹಿಳಾ ಸ್ಪಂದನಾ ಕಾರ್ಯಕ್ರಮ ಮತ್ತು ಪ್ರಗತಿ ಪರಿಶೀಲನಾ ಸಭೆ: [178, 850, 785, 886]
ad4-text: ಹೊಸಪೇಟೆ ಟೈಮ್ಸ್ ಕನ್ನಡ ದಿನಪತ್ರಿಕೆಗೆ ಲೇಖನಗಳು, ಸುದ್ದಿ ಚಿತ್ರಗಳು, ವ್ಯಕ್ತಿ ಪರಿಚಯ, ಪುಸ್ತಕ- ಸಿನಿಮಾ-ನಾಟಕ ವಿಮರ್ಶೆಗಳನ್ನು(150 ಶಬ್ದ ಮೀರದಂತೆ) ಸಂಪಾದಕರಿಗೆ ಪತ್ರ, ದೂರುಗಳು, ಕುಂದು ಕೊರತೆಗಳ ಬಗ್ಗೆ ಬರೆದು ಕಳುಹಿಸಿ ವಾಟ್ಸ್ ಆಫ್ ನಂ: [1237, 919, 1494, 1018]
ad4-phone1[interactable]: 94484 41484: [1280, 1025, 1451, 1052]
weather-bottom-row-1: ಭಾನು : ಗರಿಷ್ಠ : 40°, ಕನಿಷ್ಠ : 32°: [1235, 1291, 1429, 1310]
sidebar-ad1: [1226, 47, 1505, 287]
story3-headline: [960, 48, 1213, 137]
story4-headline-1: ಮೆಟ್ರೋ ದರ ಏರಿಕೆ ಕೇಂದ್ರದ ನಿರ್ಧಾರ, ರಾಜ್ಯದ ಪಾತ್ರವಿಲ್ಲ:: [992, 1395, 1475, 1425]
story5-headline: ಇಪಿಎಫ್‍ಓ: ಫೆ.13 ರಂದು ಪಿಂಚಣಿ ಅದಾಲತ್: [170, 2176, 793, 2222]
column-rule-sidebar: [1218, 43, 1220, 1383]
story1-rule: [11, 844, 949, 845]
story1-photo-icon: ▣: [518, 526, 529, 538]
ad3-subtitle: ಸಂಪರ್ಕಿಸಿ: [1329, 548, 1402, 576]
story2-headline-1: ಮದ್ಯ ಮತ್ತು ಮಾದಕ ವಸ್ತುಗಳು ಮಹಿಳೆಯರ ಮೇಲಿನ: [19, 900, 944, 964]
ad4-title: 'ನೀವು ಬರೆಯಿರಿ': [1293, 882, 1438, 913]
story3-headline-2: ಎಂದರೆ ಸಿಎಂ ಬದಲಾವಣೆ: [1003, 81, 1171, 104]
